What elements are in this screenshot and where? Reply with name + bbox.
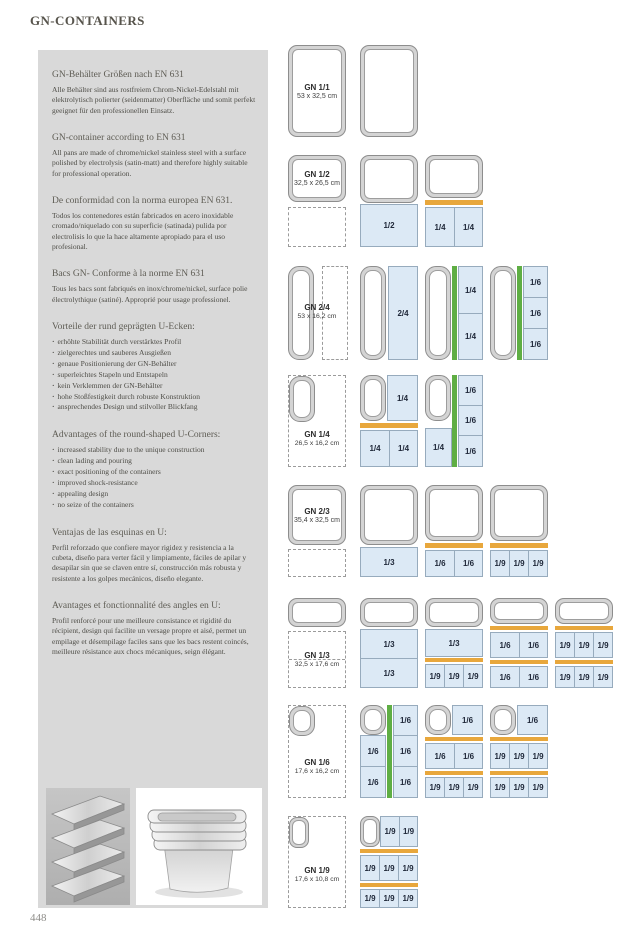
container-outline bbox=[360, 375, 386, 421]
list-item: · erhöhte Stabilität durch verstärktes Profil bbox=[52, 337, 256, 348]
combo-cell: 1/9 bbox=[509, 743, 529, 769]
combo-cell: 1/6 bbox=[452, 705, 483, 735]
container-outline-gn13 bbox=[288, 598, 346, 627]
combo-cell: 1/6 bbox=[523, 328, 548, 360]
orange-divider bbox=[425, 771, 483, 775]
combo-cell: 1/6 bbox=[519, 632, 548, 658]
container-outline-gn11 bbox=[288, 45, 346, 137]
combo-cell: 2/4 bbox=[388, 266, 418, 360]
combo-cell: 1/6 bbox=[519, 666, 548, 688]
combo-cell: 1/3 bbox=[360, 547, 418, 577]
combo-cell: 1/4 bbox=[387, 375, 418, 421]
combo-cell: 1/6 bbox=[360, 735, 386, 767]
section-heading-es: De conformidad con la norma europea EN 631. bbox=[52, 196, 233, 207]
combo-cell: 1/6 bbox=[393, 735, 418, 767]
green-divider bbox=[387, 705, 392, 798]
combo-cell: 1/9 bbox=[380, 816, 400, 847]
list-item: · clean lading and pouring bbox=[52, 456, 256, 467]
list-item: · improved shock-resistance bbox=[52, 478, 256, 489]
green-divider bbox=[452, 266, 457, 360]
combo-cell: 1/9 bbox=[593, 666, 613, 688]
list-item: · increased stability due to the unique construction bbox=[52, 445, 256, 456]
green-divider bbox=[452, 375, 457, 467]
combo-cell: 1/9 bbox=[593, 632, 613, 658]
page-number: 448 bbox=[30, 912, 47, 924]
orange-divider bbox=[490, 626, 548, 630]
product-photo-stacked-corners bbox=[46, 788, 130, 905]
list-item: · exact positioning of the containers bbox=[52, 467, 256, 478]
container-outline-gn19 bbox=[289, 817, 309, 848]
combo-cell: 1/6 bbox=[523, 266, 548, 298]
combo-cell: 1/9 bbox=[528, 550, 548, 577]
list-item: · appealing design bbox=[52, 489, 256, 500]
container-outline bbox=[360, 266, 386, 360]
orange-divider bbox=[490, 660, 548, 664]
list-item: · kein Verklemmen der GN-Behälter bbox=[52, 381, 256, 392]
combo-cell: 1/6 bbox=[517, 705, 548, 735]
container-label: GN 2/3 35,4 x 32,5 cm bbox=[294, 506, 340, 524]
dashed-footprint bbox=[288, 549, 346, 577]
list-item: · ansprechendes Design und stilvoller Blickfang bbox=[52, 402, 256, 413]
combo-cell: 1/9 bbox=[398, 855, 418, 881]
combo-cell: 1/9 bbox=[425, 664, 445, 688]
orange-divider bbox=[490, 543, 548, 548]
combo-cell: 1/6 bbox=[490, 666, 520, 688]
combo-cell: 1/6 bbox=[425, 743, 455, 769]
container-label: GN 2/4 53 x 16,2 cm bbox=[297, 302, 337, 320]
section-heading-de: GN-Behälter Größen nach EN 631 bbox=[52, 70, 184, 80]
combo-cell: 1/9 bbox=[490, 777, 510, 798]
section-heading-fr: Bacs GN- Conforme à la norme EN 631 bbox=[52, 269, 205, 280]
container-outline bbox=[425, 705, 451, 735]
combo-cell: 1/4 bbox=[454, 207, 483, 247]
orange-divider bbox=[425, 737, 483, 741]
container-outline bbox=[490, 485, 548, 541]
combo-cell: 1/9 bbox=[490, 550, 510, 577]
orange-divider bbox=[555, 626, 613, 630]
combo-cell: 1/6 bbox=[425, 550, 455, 577]
combo-cell: 1/4 bbox=[389, 430, 418, 467]
section-heading-advantages-de: Vorteile der rund geprägten U-Ecken: bbox=[52, 322, 195, 333]
container-label: GN 1/6 17,6 x 16,2 cm bbox=[294, 757, 340, 775]
combo-cell: 1/4 bbox=[360, 430, 390, 467]
combo-cell: 1/9 bbox=[379, 889, 399, 908]
combo-cell: 1/9 bbox=[574, 666, 594, 688]
container-label: GN 1/4 26,5 x 16,2 cm bbox=[294, 429, 340, 447]
section-heading-advantages-fr: Avantages et fonctionnalité des angles en U: bbox=[52, 600, 221, 611]
combo-cell: 1/9 bbox=[379, 855, 399, 881]
combo-cell: 1/3 bbox=[360, 629, 418, 659]
combo-cell: 1/9 bbox=[444, 777, 464, 798]
combo-cell: 1/9 bbox=[425, 777, 445, 798]
combo-cell: 1/4 bbox=[425, 207, 455, 247]
combo-cell: 1/9 bbox=[574, 632, 594, 658]
combo-cell: 1/9 bbox=[555, 666, 575, 688]
combo-cell: 1/9 bbox=[528, 777, 548, 798]
orange-divider bbox=[425, 200, 483, 205]
combo-cell: 1/9 bbox=[398, 889, 418, 908]
combo-cell: 1/6 bbox=[393, 766, 418, 798]
combo-cell: 1/6 bbox=[458, 405, 483, 436]
combo-cell: 1/2 bbox=[360, 204, 418, 247]
list-item: · zielgerechtes und sauberes Ausgießen bbox=[52, 348, 256, 359]
list-item: · genaue Positionierung der GN-Behälter bbox=[52, 359, 256, 370]
container-outline-gn11-plain bbox=[360, 45, 418, 137]
container-outline bbox=[360, 155, 418, 203]
orange-divider bbox=[490, 771, 548, 775]
container-outline bbox=[490, 598, 548, 624]
container-outline bbox=[555, 598, 613, 624]
orange-divider bbox=[555, 660, 613, 664]
combo-cell: 1/6 bbox=[458, 375, 483, 406]
combo-cell: 1/9 bbox=[490, 743, 510, 769]
container-outline bbox=[360, 485, 418, 545]
orange-divider bbox=[490, 737, 548, 741]
container-outline bbox=[490, 705, 516, 735]
combo-cell: 1/9 bbox=[509, 777, 529, 798]
container-label: GN 1/9 17,6 x 10,8 cm bbox=[294, 865, 340, 883]
container-outline-gn16 bbox=[289, 706, 315, 736]
orange-divider bbox=[360, 883, 418, 887]
combo-cell: 1/6 bbox=[523, 297, 548, 329]
container-outline-gn14 bbox=[289, 376, 315, 422]
combo-cell: 1/9 bbox=[399, 816, 418, 847]
combo-cell: 1/4 bbox=[425, 428, 452, 467]
combo-cell: 1/9 bbox=[509, 550, 529, 577]
section-heading-advantages-es: Ventajas de las esquinas en U: bbox=[52, 527, 167, 538]
dashed-footprint bbox=[288, 207, 346, 247]
container-outline bbox=[425, 598, 483, 627]
combo-cell: 1/6 bbox=[490, 632, 520, 658]
container-outline bbox=[360, 816, 380, 847]
orange-divider bbox=[360, 423, 418, 428]
page-title: GN-CONTAINERS bbox=[30, 13, 145, 28]
container-outline bbox=[425, 155, 483, 198]
combo-cell: 1/4 bbox=[458, 313, 483, 360]
container-outline bbox=[425, 266, 451, 360]
section-heading-en: GN-container according to EN 631 bbox=[52, 133, 186, 144]
combo-cell: 1/3 bbox=[425, 629, 483, 657]
advantages-list-en bbox=[52, 445, 256, 510]
section-body-fr: Tous les bacs sont fabriqués en inox/chrome/nickel, surface polie électrolythique (satiné). Approprié pour usage professionel. bbox=[52, 284, 248, 304]
section-heading-advantages-en: Advantages of the round-shaped U-Corners: bbox=[52, 430, 221, 441]
combo-cell: 1/9 bbox=[463, 664, 483, 688]
container-outline-gn12 bbox=[288, 155, 346, 202]
combo-cell: 1/9 bbox=[528, 743, 548, 769]
advantages-list-de bbox=[52, 337, 256, 413]
container-outline bbox=[490, 266, 516, 360]
combo-cell: 1/9 bbox=[444, 664, 464, 688]
combo-cell: 1/9 bbox=[555, 632, 575, 658]
section-body-es: Todos los contenedores están fabricados en acero inoxidable cromado/niquelado con su superficie (satinada) pulida por electrolisis lo que la hace altamente apropiado para el uso profesional. bbox=[52, 211, 234, 252]
section-body-advantages-es: Perfil reforzado que confiere mayor rigidez y resistencia a la cubeta, diseño para verter fácil y limpiamente, fáciles de apilar y desapilar sin que se claven entre sí, construcción más robusta y resistente a los golpes mecánicos, diseño elegante. bbox=[52, 542, 247, 583]
list-item: · hohe Stoßfestigkeit durch robuste Konstruktion bbox=[52, 392, 256, 403]
container-outline bbox=[425, 375, 451, 421]
section-body-advantages-fr: Profil renforcé pour une meilleure consistance et rigidité du récipient, design qui facilite un versage propre et aisé, permet un empilage et désempilage faciles sans que les bacs restent coincés, meilleure résistance aux chocs mécaniques, seign élégant. bbox=[52, 615, 249, 656]
combo-cell: 1/6 bbox=[454, 550, 483, 577]
section-body-de: Alle Behälter sind aus rostfreiem Chrom-Nickel-Edelstahl mit elektrolytisch polierter (seidenmatter) Oberfläche und somit perfekt geeignet für den professionellen Einsatz. bbox=[52, 85, 256, 115]
list-item: · superleichtes Stapeln und Entstapeln bbox=[52, 370, 256, 381]
combo-cell: 1/6 bbox=[454, 743, 483, 769]
combo-cell: 1/6 bbox=[393, 705, 418, 736]
container-outline bbox=[425, 485, 483, 541]
container-outline bbox=[360, 598, 418, 627]
orange-divider bbox=[425, 658, 483, 662]
container-outline bbox=[360, 705, 386, 735]
combo-cell: 1/3 bbox=[360, 658, 418, 688]
container-label: GN 1/1 53 x 32,5 cm bbox=[296, 82, 338, 100]
container-label: GN 1/2 32,5 x 26,5 cm bbox=[294, 170, 340, 187]
section-body-en: All pans are made of chrome/nickel stainless steel with a surface polished by electrolysis (satin-matt) and therefore highly suitable for professional operation. bbox=[52, 148, 248, 178]
green-divider bbox=[517, 266, 522, 360]
combo-cell: 1/9 bbox=[463, 777, 483, 798]
container-outline-gn23 bbox=[288, 485, 346, 545]
combo-cell: 1/9 bbox=[360, 889, 380, 908]
container-label: GN 1/3 32,5 x 17,6 cm bbox=[294, 650, 340, 668]
combo-cell: 1/6 bbox=[360, 766, 386, 798]
orange-divider bbox=[425, 543, 483, 548]
combo-cell: 1/4 bbox=[458, 266, 483, 314]
product-photo-stacked-pans bbox=[136, 788, 262, 905]
list-item: · no seize of the containers bbox=[52, 500, 256, 511]
orange-divider bbox=[360, 849, 418, 853]
info-panel bbox=[38, 50, 268, 908]
combo-cell: 1/6 bbox=[458, 435, 483, 467]
combo-cell: 1/9 bbox=[360, 855, 380, 881]
